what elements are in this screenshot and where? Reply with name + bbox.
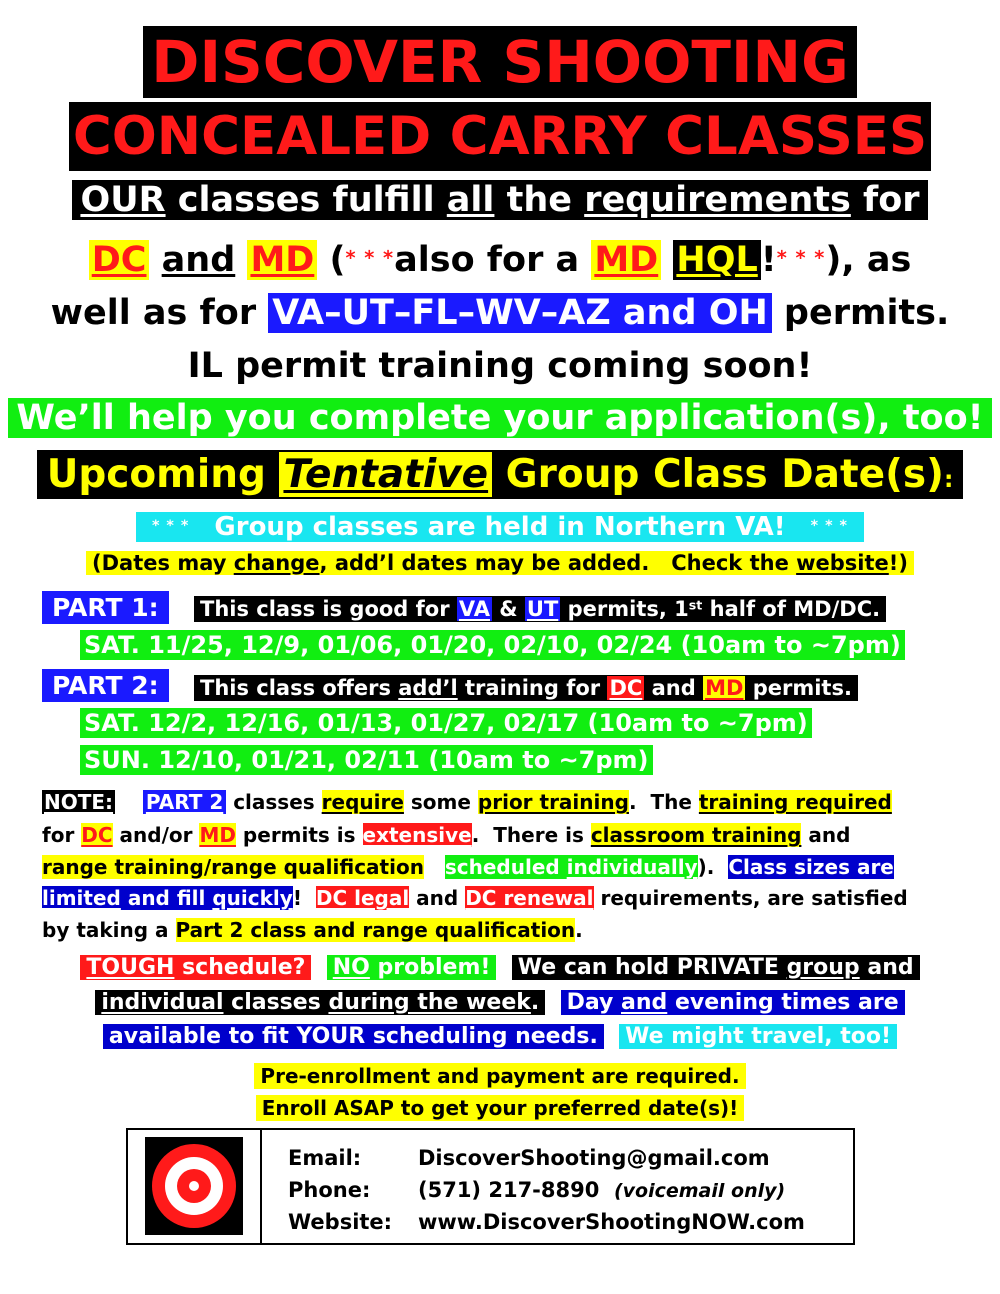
phone-row <box>288 1178 785 1202</box>
upcoming-suffix: Group Class Date(s) <box>492 452 944 497</box>
note-and2: and <box>409 886 466 910</box>
require-text: require <box>321 790 404 814</box>
il-text: IL permit training coming soon! <box>187 346 813 386</box>
note-some: some <box>403 790 478 814</box>
individual-band <box>95 990 545 1015</box>
dates-note-band <box>86 551 914 575</box>
website-label: Website: <box>288 1210 393 1234</box>
hql-badge: HQL <box>673 240 760 280</box>
target-icon <box>145 1137 243 1235</box>
va-badge: VA <box>458 597 490 621</box>
limited-band <box>42 886 293 910</box>
dates-note-a: (Dates may <box>92 551 234 575</box>
email-value[interactable]: DiscoverShooting@gmail.com <box>418 1146 770 1170</box>
and-fill-text: and fill <box>120 886 213 910</box>
note-line-1 <box>42 790 892 814</box>
st-sup: st <box>688 597 703 613</box>
class-sizes-text: Class sizes are <box>728 855 894 879</box>
during-week-text: during the week <box>328 990 531 1015</box>
email-row <box>288 1146 770 1170</box>
contact-box <box>126 1128 855 1245</box>
tough-band <box>80 955 311 980</box>
md-hql-badge: MD <box>591 240 661 280</box>
part1-dates: SAT. 11/25, 12/9, 01/06, 01/20, 02/10, 02/24 (10am to ~7pm) <box>80 630 905 660</box>
individually-text: individually <box>566 855 698 879</box>
enroll-asap-text: Enroll ASAP to get your preferred date(s)! <box>256 1095 745 1121</box>
website-link-text: website <box>796 551 889 575</box>
intro-line-1 <box>0 180 1000 220</box>
note-there-is: . There is <box>471 823 591 847</box>
note-for: for <box>42 823 82 847</box>
intro-line-2 <box>0 240 1000 280</box>
part1-desc <box>194 596 886 622</box>
tentative-text: Tentative <box>279 452 492 497</box>
note-line-2 <box>42 823 850 847</box>
dc-renewal-text: DC renewal <box>465 886 594 910</box>
md-yellow-badge: MD <box>705 676 744 700</box>
dates-note-line <box>0 551 1000 575</box>
limited-text: limited <box>42 886 121 910</box>
evening-text: evening times are <box>667 990 899 1015</box>
note-bang: ! <box>292 886 302 910</box>
permits-text: permits. <box>771 293 950 333</box>
email-label: Email: <box>288 1146 362 1170</box>
part2-class-text: Part 2 class and range qualification <box>175 918 576 942</box>
part2-desc-d: permits. <box>745 676 852 700</box>
part1-desc-c: half of MD/DC. <box>702 597 881 621</box>
classes-fulfill-text: classes fulfill <box>165 180 447 220</box>
note-md: MD <box>199 823 236 847</box>
part1-label: PART 1: <box>42 591 169 624</box>
part2-label: PART 2: <box>42 669 169 702</box>
part1-desc-a: This class is good for <box>200 597 457 621</box>
website-value[interactable]: www.DiscoverShootingNOW.com <box>418 1210 805 1234</box>
note-the: . The <box>628 790 699 814</box>
intro-line-3 <box>0 293 1000 333</box>
no-problem-band <box>327 955 497 980</box>
dc-legal-text: DC legal <box>315 886 410 910</box>
red-stars-left: * * * <box>345 246 395 270</box>
open-paren: ( <box>317 240 346 280</box>
part2-badge: PART 2 <box>143 790 226 814</box>
dc-red-badge: DC <box>609 676 643 700</box>
red-stars-right: * * * <box>776 246 826 270</box>
extensive-text: extensive <box>362 823 472 847</box>
problem-text: problem! <box>369 955 491 980</box>
training-required-text: training required <box>698 790 892 814</box>
scheduled-band <box>445 855 698 879</box>
group-text: group <box>786 955 860 980</box>
part2-desc <box>194 675 858 701</box>
upcoming-band <box>37 450 964 499</box>
pre-line-2 <box>0 1096 1000 1120</box>
phone-value[interactable]: (571) 217-8890 <box>418 1178 600 1202</box>
group-classes-line <box>0 512 1000 542</box>
intro-black-band <box>72 180 927 220</box>
prior-training-text: prior training <box>477 790 629 814</box>
part2-desc-c: and <box>644 676 704 700</box>
and-text: and <box>161 240 236 280</box>
addl-text: add’l <box>398 676 458 700</box>
part2-desc-b: training for <box>457 676 608 700</box>
individual-text: individual <box>101 990 224 1015</box>
we-can-text: We can hold PRIVATE <box>517 955 787 980</box>
schedule-text: schedule? <box>174 955 306 980</box>
logo-cell <box>128 1130 262 1243</box>
travel-text: We might travel, too! <box>619 1024 897 1049</box>
help-text: We’ll help you complete your application(s), too! <box>8 398 991 438</box>
group-classes-text: Group classes are held in Northern VA! <box>205 512 795 542</box>
pre-enroll-text: Pre-enrollment and payment are required. <box>254 1063 745 1089</box>
part2-desc-a: This class offers <box>200 676 399 700</box>
no-text: NO <box>332 955 370 980</box>
group-classes-band <box>136 512 864 542</box>
note-classes: classes <box>226 790 322 814</box>
note-andor: and/or <box>112 823 200 847</box>
part2-dates-sun: SUN. 12/10, 01/21, 02/11 (10am to ~7pm) <box>80 745 653 775</box>
upcoming-colon: : <box>943 465 954 493</box>
website-row <box>288 1210 805 1234</box>
voicemail-note: (voicemail only) <box>613 1180 786 1202</box>
day-text: Day <box>566 990 622 1015</box>
note-line-5 <box>42 918 583 942</box>
phone-label: Phone: <box>288 1178 371 1202</box>
day-evening-band <box>561 990 905 1015</box>
tough-line-3 <box>0 1024 1000 1049</box>
note-req-sat: requirements, are satisfied <box>593 886 908 910</box>
states-badge: VA–UT–FL–WV–AZ and OH <box>268 293 771 333</box>
quickly-text: quickly <box>212 886 293 910</box>
for-text: for <box>850 180 920 220</box>
dates-note-c: !) <box>888 551 908 575</box>
tough-and: and <box>859 955 914 980</box>
dates-note-b: , add’l dates may be added. Check the <box>319 551 797 575</box>
also-for-a-text: also for a <box>394 240 592 280</box>
title-text-1: DISCOVER SHOOTING <box>143 26 856 98</box>
note-by-taking: by taking a <box>42 918 176 942</box>
requirements-text: requirements <box>584 180 851 220</box>
tough-line-2 <box>0 990 1000 1015</box>
md-badge: MD <box>247 240 317 280</box>
note-line-4 <box>42 886 908 910</box>
the-text: the <box>494 180 585 220</box>
note-and: and <box>801 823 851 847</box>
part2-dates-sat: SAT. 12/2, 12/16, 01/13, 01/27, 02/17 (10am to ~7pm) <box>80 708 812 738</box>
note-line-3 <box>42 855 894 879</box>
white-stars-left: * * * <box>151 518 190 534</box>
range-training-text: range training/range qualification <box>42 855 424 879</box>
our-text: OUR <box>80 180 166 220</box>
note-label: NOTE: <box>44 790 114 814</box>
private-band <box>512 955 920 980</box>
il-line <box>0 346 1000 386</box>
upcoming-heading <box>0 452 1000 497</box>
all-text: all <box>446 180 495 220</box>
tough-line-1 <box>0 955 1000 980</box>
note-period: . <box>575 918 583 942</box>
classroom-training-text: classroom training <box>590 823 802 847</box>
tough-text: TOUGH <box>86 955 175 980</box>
amp-text: & <box>491 597 525 621</box>
excl-mark: ! <box>760 240 777 280</box>
tough-dot: . <box>530 990 540 1015</box>
tough-and2: and <box>621 990 668 1015</box>
title-line-2 <box>0 106 1000 167</box>
ut-badge: UT <box>526 597 559 621</box>
scheduled-text: scheduled <box>444 855 567 879</box>
white-stars-right: * * * <box>810 518 849 534</box>
tough-classes: classes <box>223 990 329 1015</box>
help-line <box>0 398 1000 438</box>
close-as-text: ), as <box>825 240 912 280</box>
title-line-1 <box>0 28 1000 96</box>
part1-desc-b: permits, 1 <box>560 597 689 621</box>
note-close: ). <box>697 855 729 879</box>
available-text: available to fit YOUR scheduling needs. <box>103 1024 604 1049</box>
title-text-2: CONCEALED CARRY CLASSES <box>69 102 931 171</box>
upcoming-prefix: Upcoming <box>46 452 280 497</box>
note-permits-is: permits is <box>235 823 363 847</box>
dc-badge: DC <box>89 240 150 280</box>
well-as-for-text: well as for <box>50 293 269 333</box>
pre-line-1 <box>0 1064 1000 1088</box>
change-text: change <box>233 551 320 575</box>
note-dc: DC <box>81 823 113 847</box>
